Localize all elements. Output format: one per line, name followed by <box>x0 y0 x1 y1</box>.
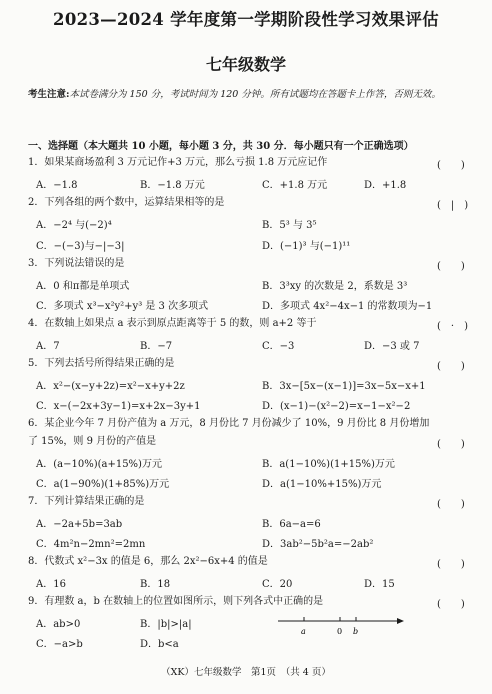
question-5-answer-paren: ( ) <box>437 361 465 372</box>
question-9-option-a: A．ab>0 <box>36 619 81 630</box>
question-8-option-b: B．18 <box>140 579 171 590</box>
question-1-stem: 1．如果某商场盈利 3 万元记作+3 万元，那么亏损 1.8 万元应记作 <box>28 157 328 168</box>
question-6-option-d: D．a(1−10%+15%)万元 <box>262 479 382 490</box>
question-8-option-c: C．20 <box>262 579 293 590</box>
question-8-stem: 8．代数式 x²−3x 的值是 6，那么 2x²−6x+4 的值是 <box>28 556 268 567</box>
question-9-answer-paren: ( ) <box>437 599 465 610</box>
question-5-option-a: A．x²−(x−y+2z)=x²−x+y+2z <box>36 381 185 392</box>
question-4-option-a: A．7 <box>36 341 60 352</box>
question-5-option-b: B．3x−[5x−(x−1)]=3x−5x−x+1 <box>262 381 426 392</box>
question-6-stem: 6．某企业今年 7 月份产值为 a 万元，8 月份比 7 月份减少了 10%，9 月份比 8 月份增加 <box>28 418 430 429</box>
question-3-option-b: B．3³xy 的次数是 2，系数是 3³ <box>262 281 408 292</box>
question-5-option-d: D．(x−1)−(x²−2)=x−1−x²−2 <box>262 401 411 412</box>
question-2-stem: 2．下列各组的两个数中，运算结果相等的是 <box>28 197 225 208</box>
number-line-figure <box>276 613 406 637</box>
question-4-option-c: C．−3 <box>262 341 295 352</box>
question-9-option-c: C．−a>b <box>36 639 83 650</box>
exam-notice <box>28 86 468 103</box>
question-9-option-b: B．|b|>|a| <box>140 619 192 630</box>
question-3-answer-paren: ( ) <box>437 261 465 272</box>
question-6-option-b: B．a(1−10%)(1+15%)万元 <box>262 459 395 470</box>
question-7-option-b: B．6a−a=6 <box>262 519 321 530</box>
notice-text: 本试卷满分为 150 分，考试时间为 120 分钟。所有试题均在答题卡上作答，否则无效。 <box>69 89 441 100</box>
question-3-option-c: C．多项式 x³−x²y²+y³ 是 3 次多项式 <box>36 301 209 312</box>
number-line-label-b: b <box>353 627 359 636</box>
exam-title: 2023—2024 学年度第一学期阶段性学习效果评估 <box>53 10 439 29</box>
question-1-option-d: D．+1.8 <box>364 180 407 191</box>
question-1-option-c: C．+1.8 万元 <box>262 180 328 191</box>
question-2-option-c: C．−(−3)与−|−3| <box>36 241 125 252</box>
question-7-option-d: D．3ab²−5b²a=−2ab² <box>262 539 374 550</box>
question-9-stem: 9．有理数 a，b 在数轴上的位置如图所示，则下列各式中正确的是 <box>28 596 324 607</box>
question-6-option-a: A．(a−10%)(a+15%)万元 <box>36 459 162 470</box>
question-7-stem: 7．下列计算结果正确的是 <box>28 496 145 507</box>
exam-subtitle: 七年级数学 <box>205 55 286 74</box>
question-6-stem-continued: 了 15%，则 9 月份的产值是 <box>28 436 157 447</box>
question-7-option-a: A．−2a+5b=3ab <box>36 519 123 530</box>
question-2-answer-paren: ( | ) <box>437 200 469 211</box>
question-3-stem: 3．下列说法错误的是 <box>28 258 125 269</box>
question-1-option-b: B．−1.8 万元 <box>140 180 205 191</box>
question-5-stem: 5．下列去括号所得结果正确的是 <box>28 358 175 369</box>
number-line-arrow-icon <box>397 618 404 624</box>
question-1-answer-paren: ( ) <box>437 160 465 171</box>
question-4-option-b: B．−7 <box>140 341 173 352</box>
question-4-stem: 4．在数轴上如果点 a 表示到原点距离等于 5 的数，则 a+2 等于 <box>28 318 317 329</box>
question-2-option-d: D．(−1)³ 与(−1)¹¹ <box>262 241 351 252</box>
question-8-option-a: A．16 <box>36 579 66 590</box>
number-line-label-0: 0 <box>337 627 343 636</box>
question-4-option-d: D．−3 或 7 <box>364 341 420 352</box>
question-9-option-d: D．b<a <box>140 639 179 650</box>
question-7-answer-paren: ( ) <box>437 499 465 510</box>
question-1-option-a: A．−1.8 <box>36 180 78 191</box>
section-heading: 一、选择题（本大题共 10 小题，每小题 3 分，共 30 分．每小题只有一个正确选项） <box>28 141 414 152</box>
question-8-option-d: D．15 <box>364 579 395 590</box>
question-3-option-d: D．多项式 4x²−4x−1 的常数项为−1 <box>262 301 433 312</box>
question-2-option-a: A．−2⁴ 与(−2)⁴ <box>36 220 112 231</box>
question-2-option-b: B．5³ 与 3⁵ <box>262 220 317 231</box>
question-3-option-a: A．0 和π都是单项式 <box>36 281 130 292</box>
question-5-option-c: C．x−(−2x+3y−1)=x+2x−3y+1 <box>36 401 201 412</box>
notice-label: 考生注意: <box>28 89 70 100</box>
question-8-answer-paren: ( ) <box>437 559 465 570</box>
question-6-option-c: C．a(1−90%)(1+85%)万元 <box>36 479 170 490</box>
question-7-option-c: C．4m²n−2mn²=2mn <box>36 539 146 550</box>
question-4-answer-paren: ( · ) <box>437 321 468 332</box>
number-line-label-a: a <box>301 627 306 636</box>
question-6-answer-paren: ( ) <box>437 439 465 450</box>
page-footer: （XK）七年级数学 第1页 （共 4 页） <box>161 667 331 678</box>
